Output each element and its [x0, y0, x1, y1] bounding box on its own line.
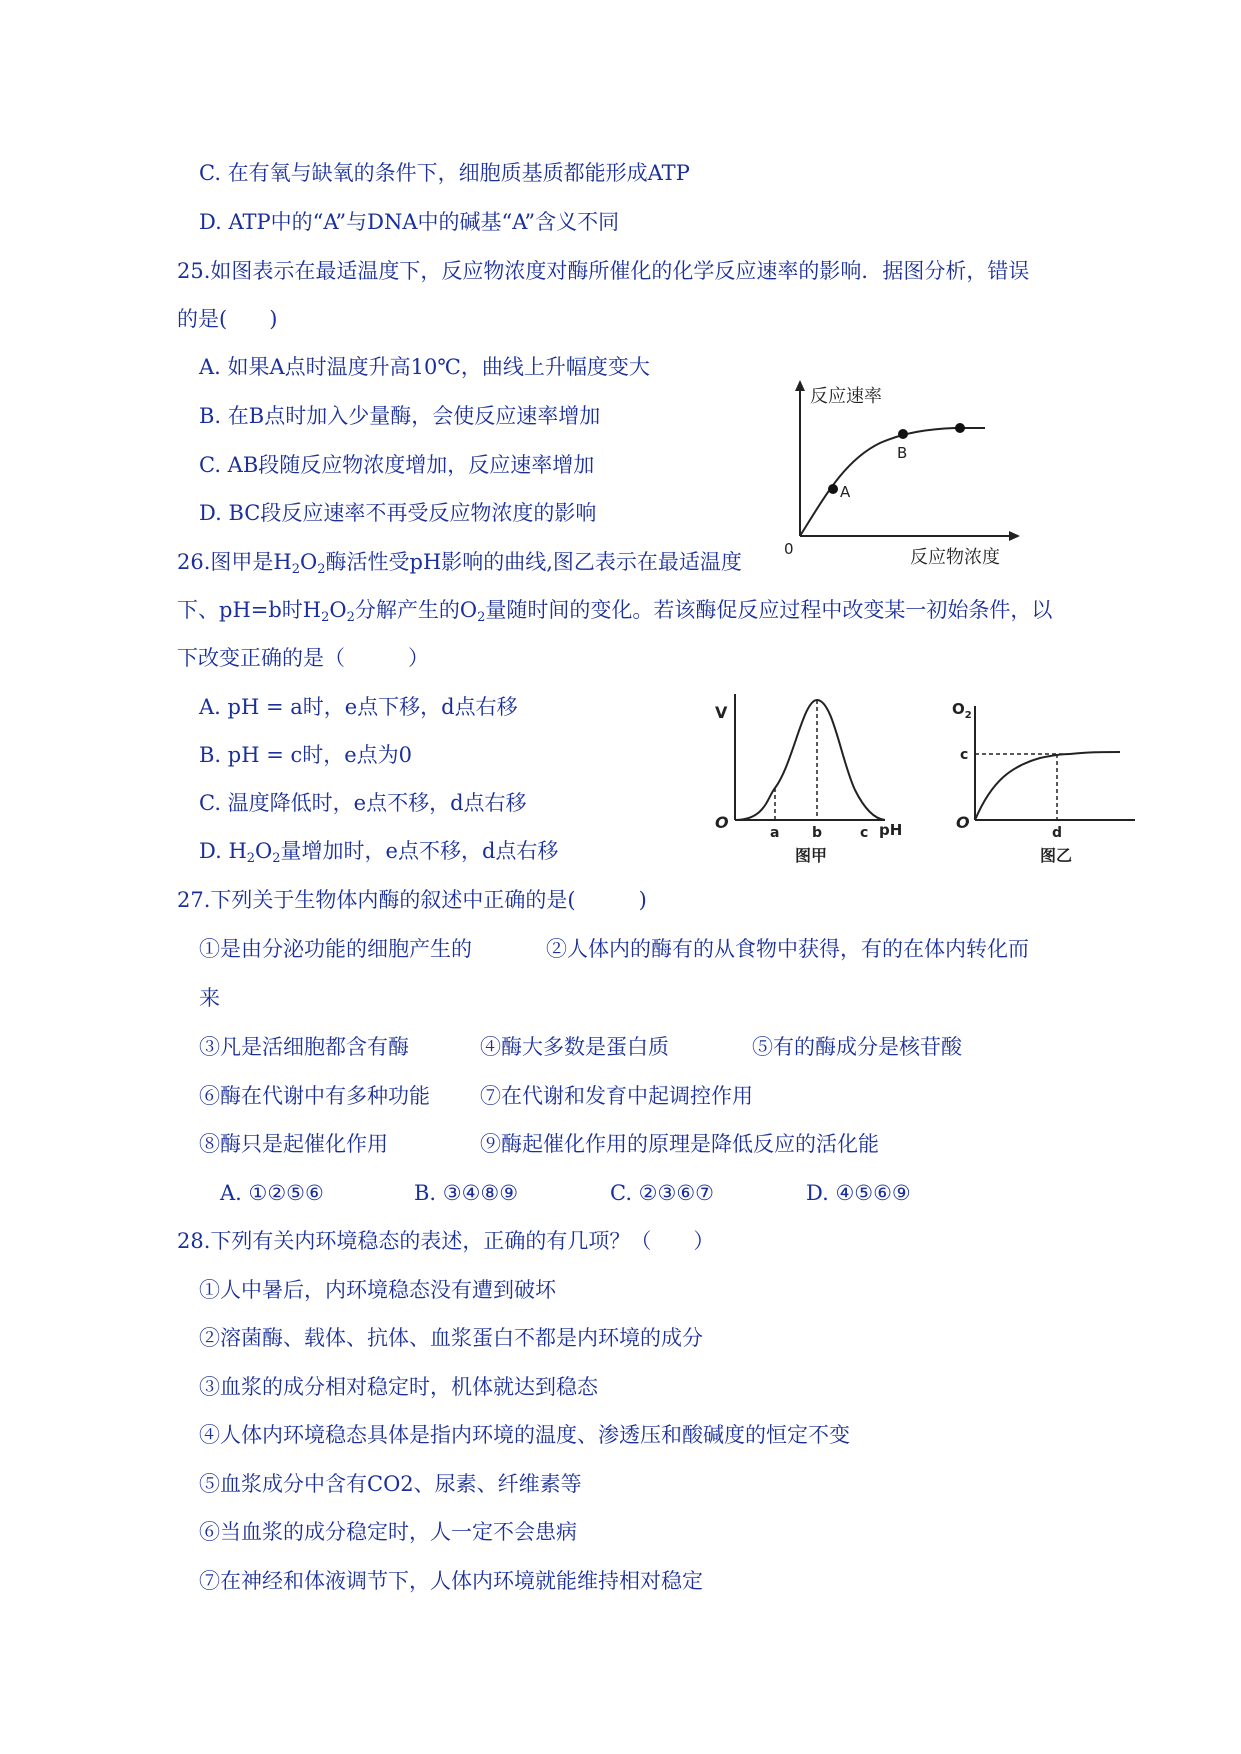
- q26-stem1-sub-a: 2: [291, 562, 300, 577]
- q25-x-axis-label: 反应物浓度: [910, 547, 1000, 568]
- q26-yi-tick-d: d: [1052, 825, 1063, 841]
- q27-statement-9: ⑨酶起催化作用的原理是降低反应的活化能: [480, 1132, 879, 1156]
- q27-statement-3: ③凡是活细胞都含有酶: [199, 1035, 409, 1059]
- q26-optd-post: 量增加时，e点不移，d点右移: [280, 839, 559, 863]
- q26-stem2-sub1: 2: [321, 610, 330, 625]
- q25-point-a-dot: [828, 484, 838, 494]
- q26-jia-caption: 图甲: [795, 846, 828, 865]
- q25-option-b: B. 在B点时加入少量酶，会使反应速率增加: [199, 404, 601, 428]
- q26-yi-caption: 图乙: [1040, 846, 1073, 865]
- q25-origin-label: 0: [784, 540, 794, 558]
- q26-jia-y-label: V: [715, 703, 728, 722]
- q25-stem-line2: 的是( ): [177, 307, 278, 331]
- q25-stem-line1: 25.如图表示在最适温度下，反应物浓度对酶所催化的化学反应速率的影响．据图分析，错误: [177, 259, 1030, 283]
- q26-optd-pre: D. H: [199, 839, 247, 863]
- q27-statement-7: ⑦在代谢和发育中起调控作用: [480, 1084, 753, 1108]
- q24-option-d: D. ATP中的“A”与DNA中的碱基“A”含义不同: [199, 210, 620, 234]
- q25-point-a-label: A: [840, 483, 851, 501]
- q27-stem: 27.下列关于生物体内酶的叙述中正确的是( ): [177, 888, 647, 912]
- q26-yi-tick-c: c: [960, 747, 969, 763]
- q26-optd-mid: O: [255, 839, 273, 863]
- q27-choice-a: A. ①②⑤⑥: [220, 1181, 324, 1205]
- q25-rate-figure: [770, 378, 1040, 573]
- q25-y-axis-label: 反应速率: [810, 386, 882, 407]
- q27-statement-6: ⑥酶在代谢中有多种功能: [199, 1084, 430, 1108]
- q27-statement-5: ⑤有的酶成分是核苷酸: [752, 1035, 962, 1059]
- q26-jia-tick-c: c: [860, 825, 869, 841]
- q26-stem2-mid2: 分解产生的O: [354, 598, 478, 622]
- q26-yi-y-label-main: O: [952, 700, 965, 718]
- q27-choice-c: C. ②③⑥⑦: [610, 1181, 714, 1205]
- q26-stem1-o: O: [300, 550, 318, 574]
- q26-stem-line2: [177, 597, 1052, 623]
- q27-statement-4: ④酶大多数是蛋白质: [480, 1035, 669, 1059]
- q25-option-c: C. AB段随反应物浓度增加，反应速率增加: [199, 453, 595, 477]
- q26-stem2-post: 量随时间的变化。若该酶促反应过程中改变某一初始条件，以: [485, 598, 1053, 622]
- q26-jia-origin: O: [715, 813, 729, 832]
- q28-statement-6: ⑥当血浆的成分稳定时，人一定不会患病: [199, 1520, 577, 1544]
- q26-stem-line1: [177, 549, 742, 575]
- q26-jia-tick-a: a: [770, 825, 780, 841]
- q27-choice-b: B. ③④⑧⑨: [414, 1181, 519, 1205]
- q26-option-c: C. 温度降低时，e点不移，d点右移: [199, 791, 527, 815]
- q26-option-a: A. pH = a时，e点下移，d点右移: [199, 695, 518, 719]
- q25-option-d: D. BC段反应速率不再受反应物浓度的影响: [199, 501, 597, 525]
- q26-figure-jia: [705, 680, 925, 870]
- q28-statement-7: ⑦在神经和体液调节下，人体内环境就能维持相对稳定: [199, 1569, 703, 1593]
- q26-stem2-mid1: O: [329, 598, 347, 622]
- q27-statement-8: ⑧酶只是起催化作用: [199, 1132, 388, 1156]
- q26-figure-yi: [940, 680, 1140, 870]
- q27-statement-2b: 来: [199, 986, 220, 1010]
- q26-stem2-sub2: 2: [346, 610, 355, 625]
- q27-statement-1: ①是由分泌功能的细胞产生的: [199, 937, 472, 961]
- q26-stem1-post: 酶活性受pH影响的曲线,图乙表示在最适温度: [325, 550, 742, 574]
- q26-optd-sub2: 2: [272, 851, 281, 866]
- q27-statement-2a: ②人体内的酶有的从食物中获得，有的在体内转化而: [546, 937, 1029, 961]
- q28-stem: 28.下列有关内环境稳态的表述，正确的有几项？（ ）: [177, 1229, 715, 1253]
- q28-statement-4: ④人体内环境稳态具体是指内环境的温度、渗透压和酸碱度的恒定不变: [199, 1423, 850, 1447]
- q26-yi-y-label-sub: 2: [964, 710, 972, 721]
- q26-jia-tick-b: b: [812, 825, 823, 841]
- q24-option-c: C. 在有氧与缺氧的条件下，细胞质基质都能形成ATP: [199, 161, 690, 185]
- q25-option-a: A. 如果A点时温度升高10℃，曲线上升幅度变大: [199, 355, 650, 379]
- q28-statement-2: ②溶菌酶、载体、抗体、血浆蛋白不都是内环境的成分: [199, 1326, 703, 1350]
- q26-jia-x-label: pH: [879, 821, 903, 839]
- q26-yi-origin: O: [956, 813, 970, 832]
- q25-point-b-dot: [898, 429, 908, 439]
- q26-stem-line3: 下改变正确的是（ ）: [177, 646, 429, 670]
- q28-statement-5: ⑤血浆成分中含有CO2、尿素、纤维素等: [199, 1472, 582, 1496]
- q26-option-d: [199, 838, 558, 864]
- q28-statement-3: ③血浆的成分相对稳定时，机体就达到稳态: [199, 1375, 598, 1399]
- q25-point-c-dot: [955, 423, 965, 433]
- q26-stem1-sub-b: 2: [317, 562, 326, 577]
- q27-choice-d: D. ④⑤⑥⑨: [806, 1181, 911, 1205]
- q26-option-b: B. pH = c时，e点为0: [199, 743, 413, 767]
- q26-stem1-pre: 26.图甲是H: [177, 550, 292, 574]
- q25-point-b-label: B: [897, 444, 908, 462]
- q28-statement-1: ①人中暑后，内环境稳态没有遭到破坏: [199, 1278, 556, 1302]
- q26-optd-sub1: 2: [246, 851, 256, 866]
- q26-stem2-pre: 下、pH=b时H: [177, 598, 322, 622]
- q26-yi-y-label: [952, 700, 972, 721]
- q26-stem2-sub3: 2: [477, 610, 486, 625]
